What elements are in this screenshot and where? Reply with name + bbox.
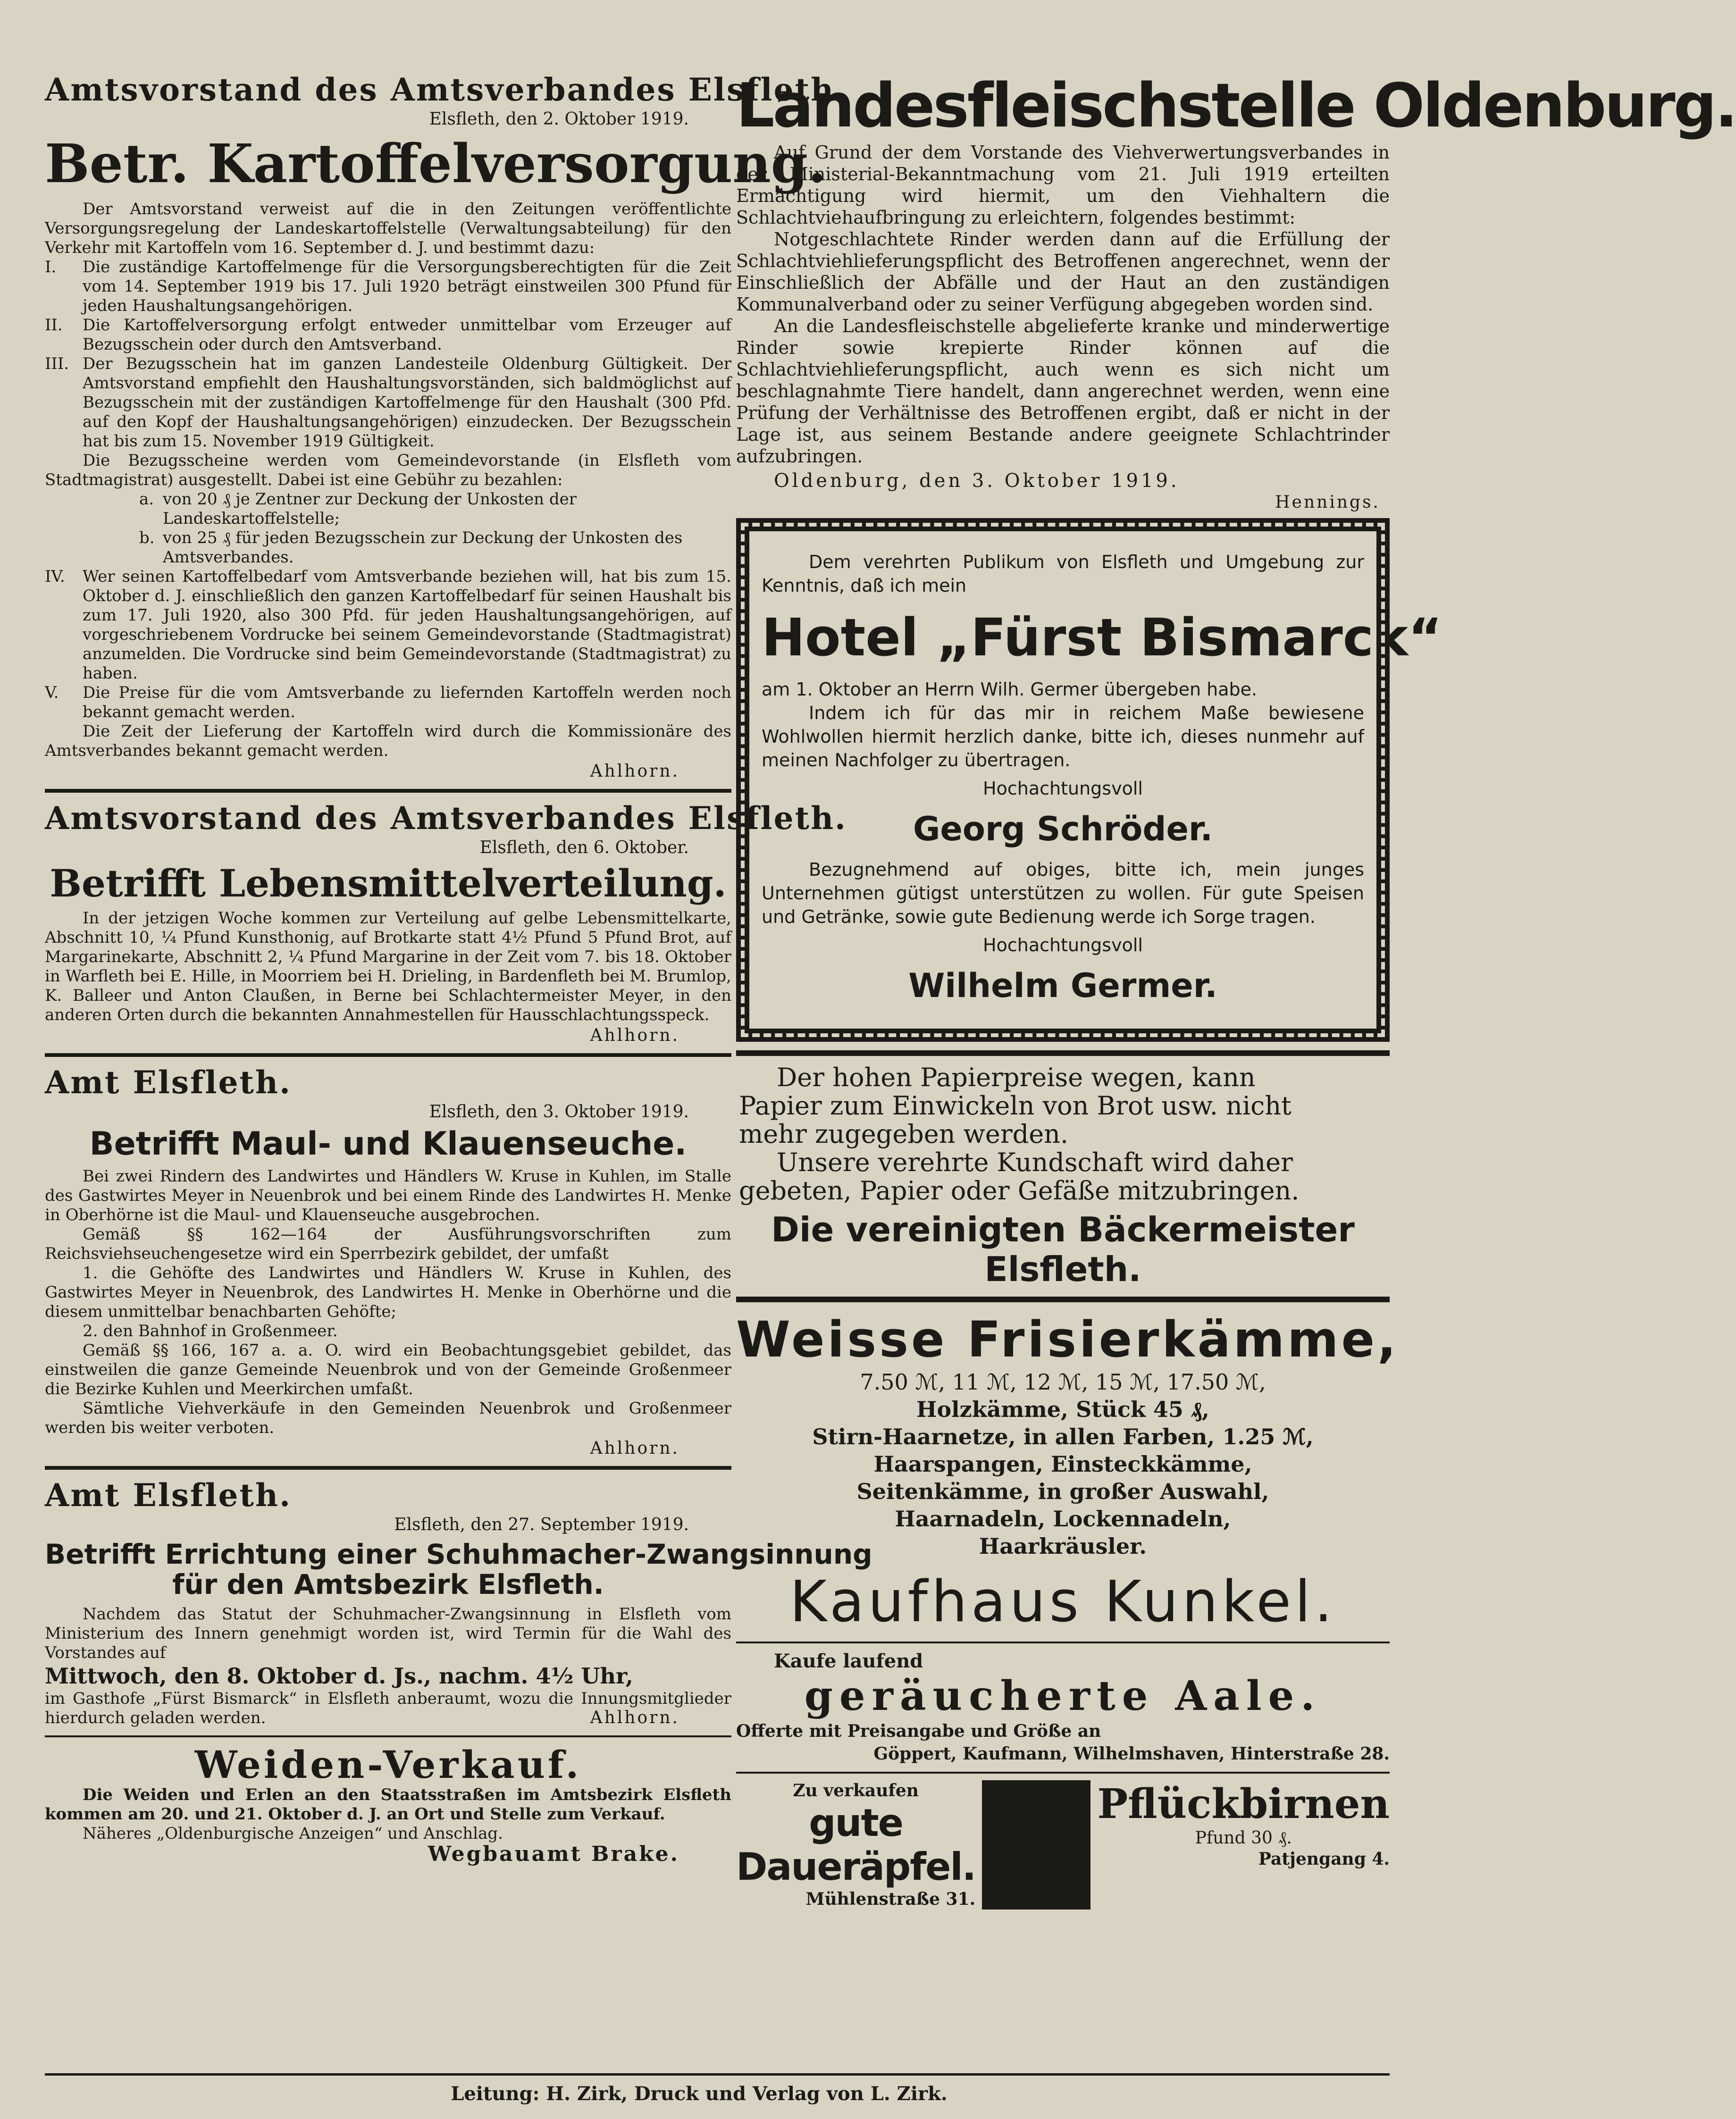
item-letter: b. <box>139 528 155 548</box>
ad-hotel-name: Hotel „Fürst Bismarck“ <box>762 607 1442 668</box>
footer-divider <box>45 2073 1390 2076</box>
notice-date: Elsfleth, den 27. September 1919. <box>394 1515 689 1534</box>
notice-paragraph: Gemäß §§ 166, 167 a. a. O. wird ein Beobachtungsgebiet gebildet, das einstweilen die ganze Gemeinde Neuenbrok und von der Gemeinde Großenmeer die Bezirke Kuhlen und Meerkirchen umfaßt. <box>45 1340 731 1399</box>
ad-signature: Kaufhaus Kunkel. <box>789 1569 1336 1635</box>
notice-paragraph: Sämtliche Viehverkäufe in den Gemeinden Neuenbrok und Großenmeer werden bis weiter verboten. <box>45 1399 731 1437</box>
notice-paragraph: An die Landesfleischstelle abgelieferte kranke und minderwertige Rinder sowie krepierte Rinder können auf die Schlachtviehlieferungspflicht, auch wenn es sich nicht um beschlagnahmte Tiere handelt, dann angerechnet werden, wenn eine Prüfung der Verhältnisse des Betroffenen ergibt, daß er nicht in der Lage ist, aus seinem Bestande andere geeignete Schlachtrinder aufzubringen. <box>736 316 1390 467</box>
divider <box>45 1053 731 1057</box>
ad-kicker: Kaufe laufend <box>774 1650 923 1672</box>
notice-header: Amt Elsfleth. <box>45 1476 292 1514</box>
notice-signature: Hennings. <box>1275 493 1380 512</box>
item-text: Die zuständige Kartoffelmenge für die Versorgungsberechtigten für die Zeit vom 14. September 1919 bis 17. Juli 1920 beträgt einstweilen 300 Pfund für jeden Haushaltungsangehörigen. <box>83 258 731 316</box>
notice-willow <box>45 1744 731 1865</box>
ad-hotel <box>736 518 1442 1042</box>
ad-line: Der hohen Papierpreise wegen, kann <box>777 1063 1256 1092</box>
notice-title: Betrifft Maul- und Klauenseuche. <box>89 1125 687 1163</box>
notice-title: Landesfleischstelle Oldenburg. <box>736 71 1736 141</box>
list-item <box>45 567 731 683</box>
ad-apples <box>736 1780 975 1910</box>
notice-header: Amtsvorstand des Amtsverbandes Elsfleth. <box>45 71 847 108</box>
ad-price: Pfund 30 ₰. <box>1195 1828 1292 1848</box>
ad-line: mehr zugegeben werden. <box>739 1119 1069 1149</box>
notice-title: Betrifft Errichtung einer Schuhmacher-Zwangsinnung <box>45 1538 872 1570</box>
notice-paragraph: Nachdem das Statut der Schuhmacher-Zwangsinnung in Elsfleth vom Ministerium des Innern genehmigt worden ist, wird Termin für die Wahl des Vorstandes auf <box>45 1604 731 1662</box>
ad-pears <box>1097 1780 1390 1910</box>
notice-signature: Ahlhorn. <box>590 1438 679 1458</box>
ad-title: gute Daueräpfel. <box>736 1801 976 1889</box>
ad-line: Holzkämme, Stück 45 ₰, <box>916 1397 1209 1422</box>
ad-line: Haarkräusler. <box>979 1533 1147 1559</box>
ad-greeting: Hochachtungsvoll <box>983 935 1143 955</box>
notice-paragraph: Auf Grund der dem Vorstande des Viehverwertungsverbandes in der Ministerial-Bekanntmachung vom 21. Juli 1919 erteilten Ermächtigung wird hiermit, um den Viehhaltern die Schlachtviehaufbringung zu erleichtern, folgendes bestimmt: <box>736 142 1390 228</box>
ad-signature: Georg Schröder. <box>913 810 1213 848</box>
notice-paragraph: Die Zeit der Lieferung der Kartoffeln wird durch die Kommissionäre des Amtsverbandes bekannt gemacht werden. <box>45 722 731 761</box>
ad-address: Patjengang 4. <box>1258 1849 1390 1869</box>
ad-intro: Dem verehrten Publikum von Elsfleth und Umgebung zur Kenntnis, daß ich mein <box>762 552 1364 596</box>
item-text: von 25 ₰ für jeden Bezugsschein zur Deckung der Unkosten des Amtsverbandes. <box>163 528 683 567</box>
notice-title: Betr. Kartoffelversorgung. <box>45 133 827 195</box>
notice-paragraph: Notgeschlachtete Rinder werden dann auf die Erfüllung der Schlachtviehlieferungspflicht des Betroffenen angerechnet, wenn der Einschließlich der Abfälle und der Haut an den zuständigen Kommunalverband oder zu seiner Verfügung abgegeben worden sind. <box>736 229 1390 315</box>
notice-title: für den Amtsbezirk Elsfleth. <box>172 1568 604 1600</box>
item-number: V. <box>45 683 59 703</box>
ad-line: Haarspangen, Einsteckkämme, <box>873 1451 1252 1477</box>
divider <box>45 1466 731 1470</box>
notice-signature: Wegbauamt Brake. <box>428 1842 679 1866</box>
notice-paragraph: Die Weiden und Erlen an den Staatsstraßen im Amtsbezirk Elsfleth kommen am 20. und 21. Oktober d. J. an Ort und Stelle zum Verkauf. <box>45 1785 731 1824</box>
ad-title: geräucherte Aale. <box>804 1672 1322 1720</box>
divider <box>982 1780 1090 1910</box>
notice-disease <box>45 1064 731 1459</box>
ad-eel <box>736 1650 1390 1765</box>
ad-line: Offerte mit Preisangabe und Größe an <box>736 1721 1101 1741</box>
item-text: Wer seinen Kartoffelbedarf vom Amtsverbande beziehen will, hat bis zum 15. Oktober d. J. einschließlich den ganzen Kartoffelbedarf für seinen Haushalt bis zum 17. Juli 1920, also 300 Pfd. für jeden Haushaltungsangehörigen, auf vorgeschriebenem Vordrucke bei seinem Gemeindevorstande (Stadtmagistrat) anzumelden. Die Vordrucke sind beim Gemeindevorstande (Stadtmagistrat) zu haben. <box>83 567 731 683</box>
right-column <box>736 71 1736 1910</box>
item-text: Der Bezugsschein hat im ganzen Landesteile Oldenburg Gültigkeit. Der Amtsvorstand empfiehlt den Haushaltungsvorständen, sich baldmöglichst auf Bezugsschein mit der zuständigen Kartoffelmenge für den Haushalt (300 Pfd. auf den Kopf der Haushaltungsangehörigen) einzudecken. Der Bezugsschein hat bis zum 15. November 1919 Gültigkeit. <box>83 354 731 451</box>
ad-signature: Wilhelm Germer. <box>908 966 1217 1005</box>
notice-paragraph: 2. den Bahnhof in Großenmeer. <box>83 1321 338 1340</box>
ad-combs <box>736 1311 1399 1635</box>
item-number: II. <box>45 316 63 335</box>
list-item <box>45 683 731 722</box>
notice-paragraph: Die Bezugsscheine werden vom Gemeindevorstande (in Elsfleth vom Stadtmagistrat) ausgestellt. Dabei ist eine Gebühr zu bezahlen: <box>45 451 731 490</box>
notice-header: Amt Elsfleth. <box>45 1064 292 1101</box>
ad-signature: Die vereinigten Bäckermeister Elsfleth. <box>771 1210 1355 1289</box>
notice-title: Betrifft Lebensmittelverteilung. <box>50 861 727 906</box>
list-item <box>45 528 731 567</box>
ad-line: Göppert, Kaufmann, Wilhelmshaven, Hinterstraße 28. <box>873 1744 1390 1764</box>
ad-greeting: Hochachtungsvoll <box>983 778 1143 799</box>
ad-line: Unsere verehrte Kundschaft wird daher <box>777 1147 1293 1177</box>
ad-line: gebeten, Papier oder Gefäße mitzubringen. <box>739 1176 1300 1206</box>
ad-kicker: Zu verkaufen <box>793 1781 919 1801</box>
small-ads <box>736 1780 1390 1910</box>
item-text: Die Kartoffelversorgung erfolgt entweder unmittelbar vom Erzeuger auf Bezugsschein oder durch den Amtsverband. <box>83 316 731 354</box>
notice-paragraph: 1. die Gehöfte des Landwirtes und Händlers W. Kruse in Kuhlen, des Gastwirtes Meyer in Neuenbrok, des Landwirtes H. Menke in Oberhörne und die diesem unmittelbar benachbarten Gehöfte; <box>45 1263 731 1321</box>
notice-paragraph: Näheres „Oldenburgische Anzeigen“ und Anschlag. <box>83 1824 503 1843</box>
divider <box>45 789 731 793</box>
ad-line: Papier zum Einwickeln von Brot usw. nicht <box>739 1091 1292 1121</box>
ad-line: Seitenkämme, in großer Auswahl, <box>856 1479 1269 1504</box>
item-number: IV. <box>45 567 65 586</box>
item-number: III. <box>45 354 69 374</box>
item-text: von 20 ₰ je Zentner zur Deckung der Unkosten der Landeskartoffelstelle; <box>163 490 577 528</box>
ad-text: Indem ich für das mir in reichem Maße bewiesene Wohlwollen hiermit herzlich danke, bitte ich, dieses nunmehr auf meinen Nachfolger zu übertragen. <box>762 703 1364 771</box>
notice-signature: Ahlhorn. <box>590 1708 679 1727</box>
list-item <box>45 490 731 528</box>
notice-date: Elsfleth, den 3. Oktober 1919. <box>429 1102 689 1122</box>
divider <box>736 1772 1390 1774</box>
item-number: I. <box>45 258 57 277</box>
notice-date: Oldenburg, den 3. Oktober 1919. <box>774 470 1180 492</box>
list-item <box>45 354 731 451</box>
notice-paragraph: im Gasthofe „Fürst Bismarck“ in Elsfleth anberaumt, wozu die Innungsmitglieder hierdurch geladen werden. <box>45 1689 731 1727</box>
page-footer: Leitung: H. Zirk, Druck und Verlag von L. Zirk. <box>451 2083 948 2105</box>
notice-signature: Ahlhorn. <box>590 762 679 781</box>
notice-title: Weiden-Verkauf. <box>194 1742 582 1787</box>
divider <box>45 1735 731 1737</box>
notice-paragraph: Gemäß §§ 162—164 der Ausführungsvorschriften zum Reichsviehseuchengesetze wird ein Sperrbezirk gebildet, der umfaßt <box>45 1224 731 1263</box>
ad-line: Stirn-Haarnetze, in allen Farben, 1.25 ℳ, <box>812 1424 1314 1449</box>
notice-meat <box>736 71 1736 513</box>
list-item <box>45 316 731 354</box>
divider <box>736 1642 1390 1643</box>
notice-date-emphasis: Mittwoch, den 8. Oktober d. Js., nachm. 4½ Uhr, <box>45 1663 633 1689</box>
list-item <box>45 258 731 316</box>
notice-paragraph: Bei zwei Rindern des Landwirtes und Händlers W. Kruse in Kuhlen, im Stalle des Gastwirtes Meyer in Neuenbrok und bei einem Rinde des Landwirtes H. Menke in Oberhörne ist die Maul- und Klauenseuche ausgebrochen. <box>45 1166 731 1224</box>
notice-potato <box>45 71 847 782</box>
notice-body <box>45 200 731 258</box>
notice-paragraph: In der jetzigen Woche kommen zur Verteilung auf gelbe Lebensmittelkarte, Abschnitt 10, ¼ Pfund Kunsthonig, auf Brotkarte statt 4½ Pfund 5 Pfund Brot, auf Margarinekarte, Abschnitt 2, ¼ Pfund Margarine in der Zeit vom 7. bis 18. Oktober in Warfleth bei E. Hille, in Moorriem bei H. Drieling, in Bardenfleth bei M. Brumlop, K. Balleer und Anton Claußen, in Berne bei Schlachtermeister Meyer, in den anderen Orten durch die bekannten Annahmestellen für Hausschlachtungsspeck. <box>45 909 731 1025</box>
notice-date: Elsfleth, den 6. Oktober. <box>479 838 689 858</box>
ad-text: am 1. Oktober an Herrn Wilh. Germer übergeben habe. <box>762 679 1258 700</box>
notice-food <box>45 799 847 1047</box>
ad-title: Pflückbirnen <box>1097 1780 1390 1828</box>
item-text: Die Preise für die vom Amtsverbande zu liefernden Kartoffeln werden noch bekannt gemacht werden. <box>83 683 731 722</box>
notice-header: Amtsvorstand des Amtsverbandes Elsfleth. <box>45 800 847 837</box>
ad-line: 7.50 ℳ, 11 ℳ, 12 ℳ, 15 ℳ, 17.50 ℳ, <box>860 1369 1266 1395</box>
ad-line: Haarnadeln, Lockennadeln, <box>895 1506 1231 1532</box>
item-letter: a. <box>139 490 154 509</box>
ad-text: Bezugnehmend auf obiges, bitte ich, mein junges Unternehmen gütigst unterstützen zu wollen. Für gute Speisen und Getränke, sowie gute Bedienung werde ich Sorge tragen. <box>762 859 1364 927</box>
ad-address: Mühlenstraße 31. <box>805 1889 976 1909</box>
ad-bakers <box>736 1050 1390 1302</box>
ad-title: Weisse Frisierkämme, <box>736 1311 1399 1368</box>
notice-intro: Der Amtsvorstand verweist auf die in den Zeitungen veröffentlichte Versorgungsregelung der Landeskartoffelstelle (Verwaltungsabteilung) für den Verkehr mit Kartoffeln vom 16. September d. J. und bestimmt dazu: <box>45 200 731 258</box>
notice-date: Elsfleth, den 2. Oktober 1919. <box>429 109 689 129</box>
notice-signature: Ahlhorn. <box>590 1026 679 1046</box>
